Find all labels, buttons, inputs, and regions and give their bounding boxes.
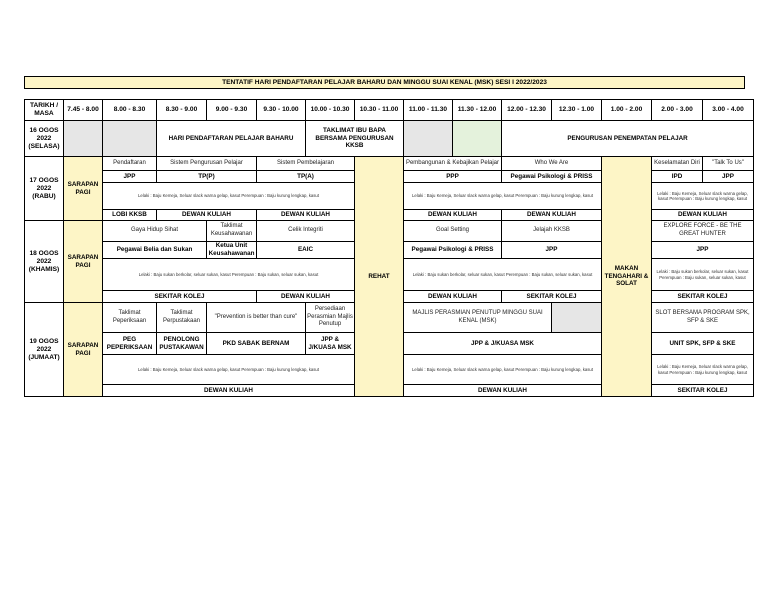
day-label: 19 OGOS 2022 (JUMAAT) [25, 303, 64, 397]
header-cell: 9.30 - 10.00 [257, 100, 306, 121]
header-cell: 11.30 - 12.00 [453, 100, 502, 121]
attire-cell: Lelaki : Baju sukan berkolar, seluar sukan, kasut Perempuan : Baju sukan, seluar sukan, kasut [103, 259, 355, 291]
attire-cell: Lelaki : Baju Kemeja, Seluar slack warna gelap, kasut Perempuan : Baju kurung lengkap, kasut [652, 355, 754, 385]
header-cell: 1.00 - 2.00 [602, 100, 652, 121]
attire-cell: Lelaki : Baju Kemeja, Seluar slack warna gelap, kasut Perempuan : Baju kurung lengkap, kasut [652, 183, 754, 210]
session-cell: Taklimat Keusahawanan [207, 221, 257, 242]
speaker-cell: PKD SABAK BERNAM [207, 333, 306, 355]
header-cell: 12.30 - 1.00 [552, 100, 602, 121]
session-cell: Pendaftaran [103, 157, 157, 171]
attire-cell: Lelaki : Baju Kemeja, Seluar slack warna gelap, kasut Perempuan : Baju kurung lengkap, kasut [103, 355, 355, 385]
speaker-cell: PENOLONG PUSTAKAWAN [157, 333, 207, 355]
venue-cell: DEWAN KULIAH [652, 210, 754, 221]
session-cell: "Prevention is better than cure" [207, 303, 306, 333]
placement-cell: PENGURUSAN PENEMPATAN PELAJAR [502, 121, 754, 157]
breakfast-cell: SARAPAN PAGI [64, 221, 103, 303]
header-cell: 10.00 - 10.30 [306, 100, 355, 121]
header-cell: 8.00 - 8.30 [103, 100, 157, 121]
session-cell: Taklimat Perpustakaan [157, 303, 207, 333]
speaker-cell: UNIT SPK, SFP & SKE [652, 333, 754, 355]
venue-cell: SEKITAR KOLEJ [652, 291, 754, 303]
venue-cell: DEWAN KULIAH [103, 385, 355, 397]
header-cell: 8.30 - 9.00 [157, 100, 207, 121]
venue-cell: DEWAN KULIAH [404, 210, 502, 221]
attire-cell: Lelaki : Baju sukan berkolar, seluar sukan, kasut Perempuan : Baju sukan, seluar sukan, kasut [404, 259, 602, 291]
session-cell: Persediaan Perasmian Majlis Penutup [306, 303, 355, 333]
session-cell: Goal Setting [404, 221, 502, 242]
day-label: 17 OGOS 2022 (RABU) [25, 157, 64, 221]
venue-cell: DEWAN KULIAH [257, 291, 355, 303]
session-cell: Sistem Pembelajaran [257, 157, 355, 171]
venue-cell: SEKITAR KOLEJ [103, 291, 257, 303]
header-cell: TARIKH / MASA [25, 100, 64, 121]
speaker-cell: JPP [703, 171, 754, 183]
schedule-table [24, 99, 754, 397]
break-cell: REHAT [355, 157, 404, 397]
session-cell: Taklimat Peperiksaan [103, 303, 157, 333]
speaker-cell: Pegawai Psikologi & PRISS [404, 242, 502, 259]
speaker-cell: Ketua Unit Keusahawanan [207, 242, 257, 259]
session-cell: Celik Integriti [257, 221, 355, 242]
header-cell: 11.00 - 11.30 [404, 100, 453, 121]
venue-cell: DEWAN KULIAH [502, 210, 602, 221]
parents-briefing-cell: TAKLIMAT IBU BAPA BERSAMA PENGURUSAN KKSB [306, 121, 404, 157]
session-cell: Keselamatan Diri [652, 157, 703, 171]
breakfast-cell: SARAPAN PAGI [64, 157, 103, 221]
lunch-cell: MAKAN TENGAHARI & SOLAT [602, 157, 652, 397]
session-cell: Jelajah KKSB [502, 221, 602, 242]
header-row [25, 100, 754, 121]
table-row [25, 121, 754, 157]
speaker-cell: Pegawai Psikologi & PRISS [502, 171, 602, 183]
registration-cell: HARI PENDAFTARAN PELAJAR BAHARU [157, 121, 306, 157]
speaker-cell: JPP [103, 171, 157, 183]
header-cell: 10.30 - 11.00 [355, 100, 404, 121]
session-cell: Who We Are [502, 157, 602, 171]
venue-cell: DEWAN KULIAH [404, 385, 602, 397]
session-cell: "Talk To Us" [703, 157, 754, 171]
speaker-cell: TP(A) [257, 171, 355, 183]
speaker-cell: PPP [404, 171, 502, 183]
attire-cell: Lelaki : Baju Kemeja, Seluar slack warna gelap, kasut Perempuan : Baju kurung lengkap, kasut [103, 183, 355, 210]
attire-cell: Lelaki : Baju Kemeja, Seluar slack warna gelap, kasut Perempuan : Baju kurung lengkap, kasut [404, 183, 602, 210]
speaker-cell: JPP & J/KUASA MSK [404, 333, 602, 355]
empty-cell [404, 121, 453, 157]
venue-cell: DEWAN KULIAH [257, 210, 355, 221]
header-cell: 7.45 - 8.00 [64, 100, 103, 121]
speaker-cell: JPP & J/KUASA MSK [306, 333, 355, 355]
venue-cell: LOBI KKSB [103, 210, 157, 221]
speaker-cell: EAIC [257, 242, 355, 259]
day-label: 16 OGOS 2022 (SELASA) [25, 121, 64, 157]
venue-cell: SEKITAR KOLEJ [652, 385, 754, 397]
attire-cell: Lelaki : Baju sukan berkolar, seluar sukan, kasut Perempuan : Baju sukan, seluar sukan, kasut [652, 259, 754, 291]
session-cell: Pembangunan & Kebajikan Pelajar [404, 157, 502, 171]
speaker-cell: TP(P) [157, 171, 257, 183]
speaker-cell: JPP [652, 242, 754, 259]
speaker-cell: IPD [652, 171, 703, 183]
day-label: 18 OGOS 2022 (KHAMIS) [25, 221, 64, 303]
session-cell: EXPLORE FORCE - BE THE GREAT HUNTER [652, 221, 754, 242]
header-cell: 9.00 - 9.30 [207, 100, 257, 121]
session-cell: MAJLIS PERASMIAN PENUTUP MINGGU SUAI KENAL (MSK) [404, 303, 552, 333]
header-cell: 3.00 - 4.00 [703, 100, 754, 121]
session-cell: Gaya Hidup Sihat [103, 221, 207, 242]
speaker-cell: Pegawai Belia dan Sukan [103, 242, 207, 259]
breakfast-cell: SARAPAN PAGI [64, 303, 103, 397]
empty-cell [453, 121, 502, 157]
table-row [25, 157, 754, 171]
speaker-cell: PEG PEPERIKSAAN [103, 333, 157, 355]
session-cell: SLOT BERSAMA PROGRAM SPK, SFP & SKE [652, 303, 754, 333]
venue-cell: DEWAN KULIAH [157, 210, 257, 221]
empty-cell [552, 303, 602, 333]
speaker-cell: JPP [502, 242, 602, 259]
venue-cell: SEKITAR KOLEJ [502, 291, 602, 303]
header-cell: 12.00 - 12.30 [502, 100, 552, 121]
empty-cell [64, 121, 103, 157]
session-cell: Sistem Pengurusan Pelajar [157, 157, 257, 171]
venue-cell: DEWAN KULIAH [404, 291, 502, 303]
empty-cell [103, 121, 157, 157]
attire-cell: Lelaki : Baju Kemeja, Seluar slack warna gelap, kasut Perempuan : Baju kurung lengkap, kasut [404, 355, 602, 385]
page-title: TENTATIF HARI PENDAFTARAN PELAJAR BAHARU DAN MINGGU SUAI KENAL (MSK) SESI I 2022/2023 [24, 76, 745, 89]
header-cell: 2.00 - 3.00 [652, 100, 703, 121]
